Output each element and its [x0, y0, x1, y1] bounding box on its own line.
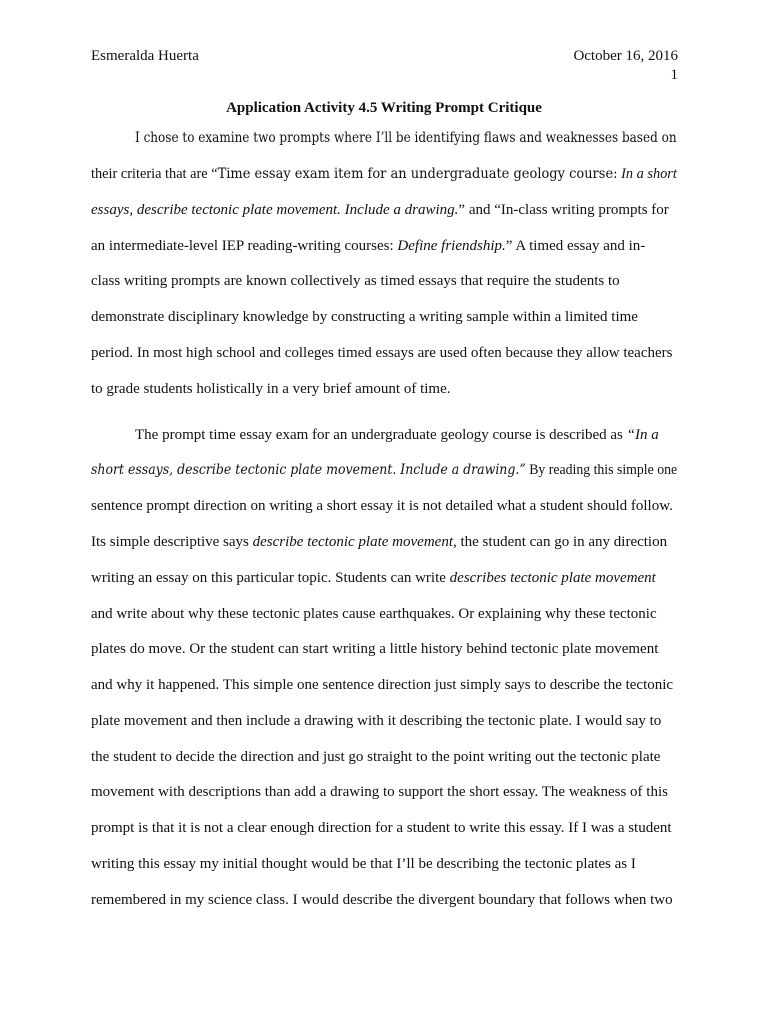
text-line: demonstrate disciplinary knowledge by constructing a writing sample within a limited time	[91, 309, 638, 325]
text-line: the student to decide the direction and just go straight to the point writing out the tectonic plate	[91, 749, 661, 765]
text-line: class writing prompts are known collectively as timed essays that require the students to	[91, 273, 620, 289]
text-line: I chose to examine two prompts where I’ll be identifying flaws and weaknesses based on	[135, 130, 677, 146]
text-span: writing an essay on this particular topic. Students can write	[91, 570, 450, 586]
text-line: and write about why these tectonic plates cause earthquakes. Or explaining why these tectonic	[91, 606, 657, 622]
text-line	[91, 532, 667, 552]
text-span: their criteria that are “	[91, 166, 218, 182]
text-span: ” and “In-class writing prompts for	[458, 202, 669, 218]
text-span: an intermediate-level IEP reading-writing courses:	[91, 238, 398, 254]
text-line: writing this essay my initial thought would be that I’ll be describing the tectonic plates as I	[91, 856, 636, 872]
text-line	[91, 200, 669, 220]
text-line: to grade students holistically in a very brief amount of time.	[91, 381, 451, 397]
text-line: remembered in my science class. I would describe the divergent boundary that follows when two	[91, 892, 673, 908]
text-line	[91, 460, 677, 480]
text-line: plate movement and then include a drawing with it describing the tectonic plate. I would say to	[91, 713, 662, 729]
italic-span: “In a	[626, 427, 659, 443]
text-line	[91, 236, 645, 256]
text-span: By reading this simple one	[525, 462, 678, 478]
italic-span: Define friendship.	[397, 238, 506, 254]
text-span: Its simple descriptive says	[91, 534, 253, 550]
page-number: 1	[670, 67, 678, 83]
text-line: prompt is that it is not a clear enough direction for a student to write this essay. If I was a student	[91, 820, 672, 836]
italic-span: short essays, describe tectonic plate movement. Include a drawing.”	[91, 462, 526, 478]
text-line: period. In most high school and colleges timed essays are used often because they allow teachers	[91, 345, 673, 361]
text-line	[91, 164, 677, 184]
text-span: ” A timed essay and in-	[505, 238, 646, 254]
text-span: Time essay exam item for an undergraduate geology course:	[217, 166, 618, 182]
text-span: The prompt time essay exam for an undergraduate geology course is described as	[135, 427, 627, 443]
italic-span: describes tectonic plate movement	[449, 570, 656, 586]
italic-span: In a short	[617, 166, 677, 182]
italic-span: describe tectonic plate movement	[252, 534, 453, 550]
text-line: plates do move. Or the student can start writing a little history behind tectonic plate movement	[91, 641, 659, 657]
text-line	[135, 425, 659, 445]
italic-span: essays, describe tectonic plate movement. Include a drawing.	[91, 202, 459, 218]
author-name: Esmeralda Huerta	[91, 48, 199, 64]
text-line: and why it happened. This simple one sentence direction just simply says to describe the tectonic	[91, 677, 674, 693]
text-line: movement with descriptions than add a drawing to support the short essay. The weakness of this	[91, 784, 668, 800]
document-date: October 16, 2016	[573, 48, 678, 64]
text-span: , the student can go in any direction	[452, 534, 668, 550]
text-line	[91, 568, 656, 588]
document-title: Application Activity 4.5 Writing Prompt Critique	[226, 100, 542, 116]
text-line: sentence prompt direction on writing a short essay it is not detailed what a student should follow.	[91, 498, 673, 514]
